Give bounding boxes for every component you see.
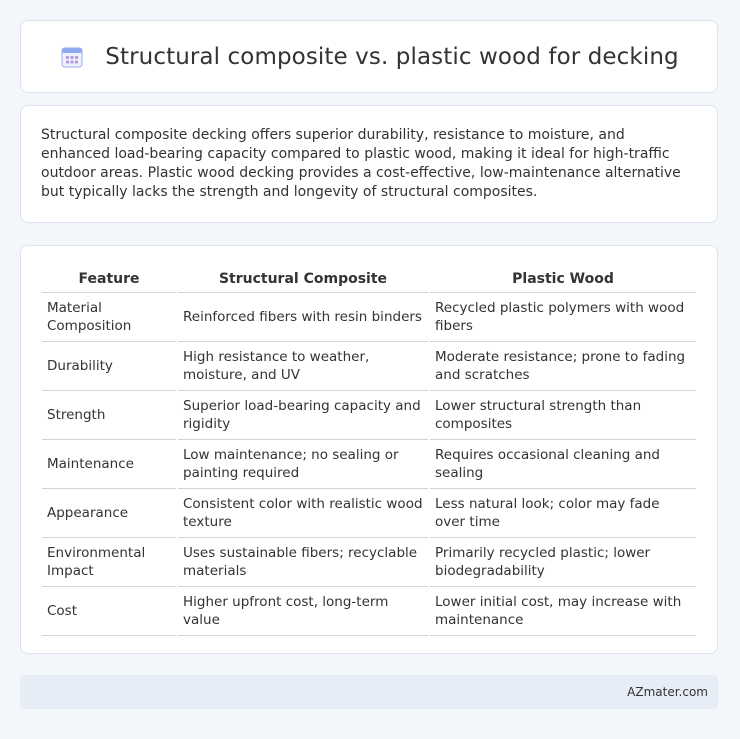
composite-cell: Uses sustainable fibers; recyclable materials	[178, 538, 428, 587]
table-header-row	[42, 266, 696, 293]
plastic-wood-cell: Lower initial cost, may increase with maintenance	[430, 587, 696, 636]
feature-cell: Environmental Impact	[42, 538, 176, 587]
plastic-wood-cell: Primarily recycled plastic; lower biodegradability	[430, 538, 696, 587]
composite-cell: High resistance to weather, moisture, and UV	[178, 342, 428, 391]
table-row	[42, 293, 696, 342]
plastic-wood-cell: Recycled plastic polymers with wood fibers	[430, 293, 696, 342]
page-title: Structural composite vs. plastic wood for decking	[105, 43, 679, 70]
footer-brand[interactable]: AZmater.com	[627, 685, 708, 699]
composite-cell: Superior load-bearing capacity and rigidity	[178, 391, 428, 440]
header-structural-composite: Structural Composite	[178, 266, 428, 293]
calendar-icon	[59, 44, 85, 70]
plastic-wood-cell: Less natural look; color may fade over time	[430, 489, 696, 538]
comparison-table	[40, 266, 698, 636]
table-row	[42, 342, 696, 391]
summary-card	[20, 105, 718, 223]
footer	[20, 675, 718, 709]
feature-cell: Cost	[42, 587, 176, 636]
feature-cell: Strength	[42, 391, 176, 440]
table-row	[42, 587, 696, 636]
comparison-card	[20, 245, 718, 654]
feature-cell: Appearance	[42, 489, 176, 538]
table-row	[42, 489, 696, 538]
plastic-wood-cell: Moderate resistance; prone to fading and scratches	[430, 342, 696, 391]
composite-cell: Higher upfront cost, long-term value	[178, 587, 428, 636]
composite-cell: Consistent color with realistic wood texture	[178, 489, 428, 538]
composite-cell: Low maintenance; no sealing or painting required	[178, 440, 428, 489]
table-row	[42, 391, 696, 440]
table-row	[42, 440, 696, 489]
plastic-wood-cell: Requires occasional cleaning and sealing	[430, 440, 696, 489]
composite-cell: Reinforced fibers with resin binders	[178, 293, 428, 342]
header-plastic-wood: Plastic Wood	[430, 266, 696, 293]
plastic-wood-cell: Lower structural strength than composites	[430, 391, 696, 440]
feature-cell: Durability	[42, 342, 176, 391]
summary-text: Structural composite decking offers superior durability, resistance to moisture, and enhanced load-bearing capacity compared to plastic wood, making it ideal for high-traffic outdoor areas. Plastic wood decking provides a cost-effective, low-maintenance alternative but typically lacks the strength and longevity of structural composites.	[41, 127, 681, 200]
header-feature: Feature	[42, 266, 176, 293]
feature-cell: Maintenance	[42, 440, 176, 489]
feature-cell: Material Composition	[42, 293, 176, 342]
title-card	[20, 20, 718, 93]
table-row	[42, 538, 696, 587]
